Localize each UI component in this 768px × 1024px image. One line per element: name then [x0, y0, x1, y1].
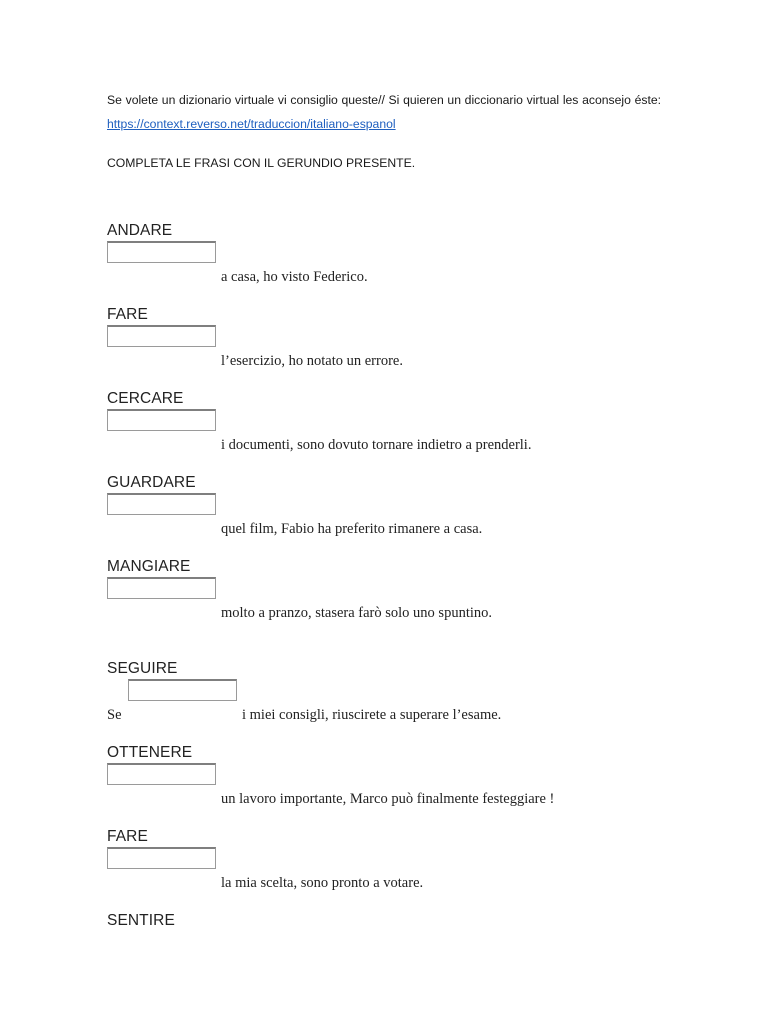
intro-paragraph — [107, 88, 661, 136]
verb-label: ANDARE — [107, 222, 173, 239]
verb-label: GUARDARE — [107, 474, 196, 491]
answer-input[interactable] — [107, 577, 216, 599]
answer-input[interactable] — [107, 493, 216, 515]
answer-input[interactable] — [107, 325, 216, 347]
verb-label: FARE — [107, 828, 148, 845]
intro-text: Se volete un dizionario virtuale vi consiglio queste// Si quieren un diccionario virtual les aconsejo éste: — [107, 93, 661, 107]
dictionary-link[interactable]: https://context.reverso.net/traduccion/italiano-espanol — [107, 117, 396, 131]
sentence-text: un lavoro importante, Marco può finalmente festeggiare ! — [221, 791, 555, 807]
verb-label: CERCARE — [107, 390, 184, 407]
exercise-instruction: COMPLETA LE FRASI CON IL GERUNDIO PRESENTE. — [107, 156, 416, 170]
verb-label: SEGUIRE — [107, 660, 178, 677]
verb-label: SENTIRE — [107, 912, 175, 929]
sentence-prefix: Se — [107, 707, 122, 723]
sentence-text: i miei consigli, riuscirete a superare l’esame. — [242, 707, 502, 723]
sentence-text: l’esercizio, ho notato un errore. — [221, 353, 403, 369]
answer-input[interactable] — [107, 763, 216, 785]
sentence-text: a casa, ho visto Federico. — [221, 269, 368, 285]
verb-label: MANGIARE — [107, 558, 191, 575]
answer-input[interactable] — [107, 847, 216, 869]
answer-input[interactable] — [107, 409, 216, 431]
verb-label: FARE — [107, 306, 148, 323]
sentence-text: molto a pranzo, stasera farò solo uno spuntino. — [221, 605, 493, 621]
answer-input[interactable] — [107, 241, 216, 263]
verb-label: OTTENERE — [107, 744, 193, 761]
sentence-text: i documenti, sono dovuto tornare indietro a prenderli. — [221, 437, 532, 453]
sentence-text: la mia scelta, sono pronto a votare. — [221, 875, 424, 891]
sentence-text: quel film, Fabio ha preferito rimanere a casa. — [221, 521, 483, 537]
answer-input[interactable] — [128, 679, 237, 701]
